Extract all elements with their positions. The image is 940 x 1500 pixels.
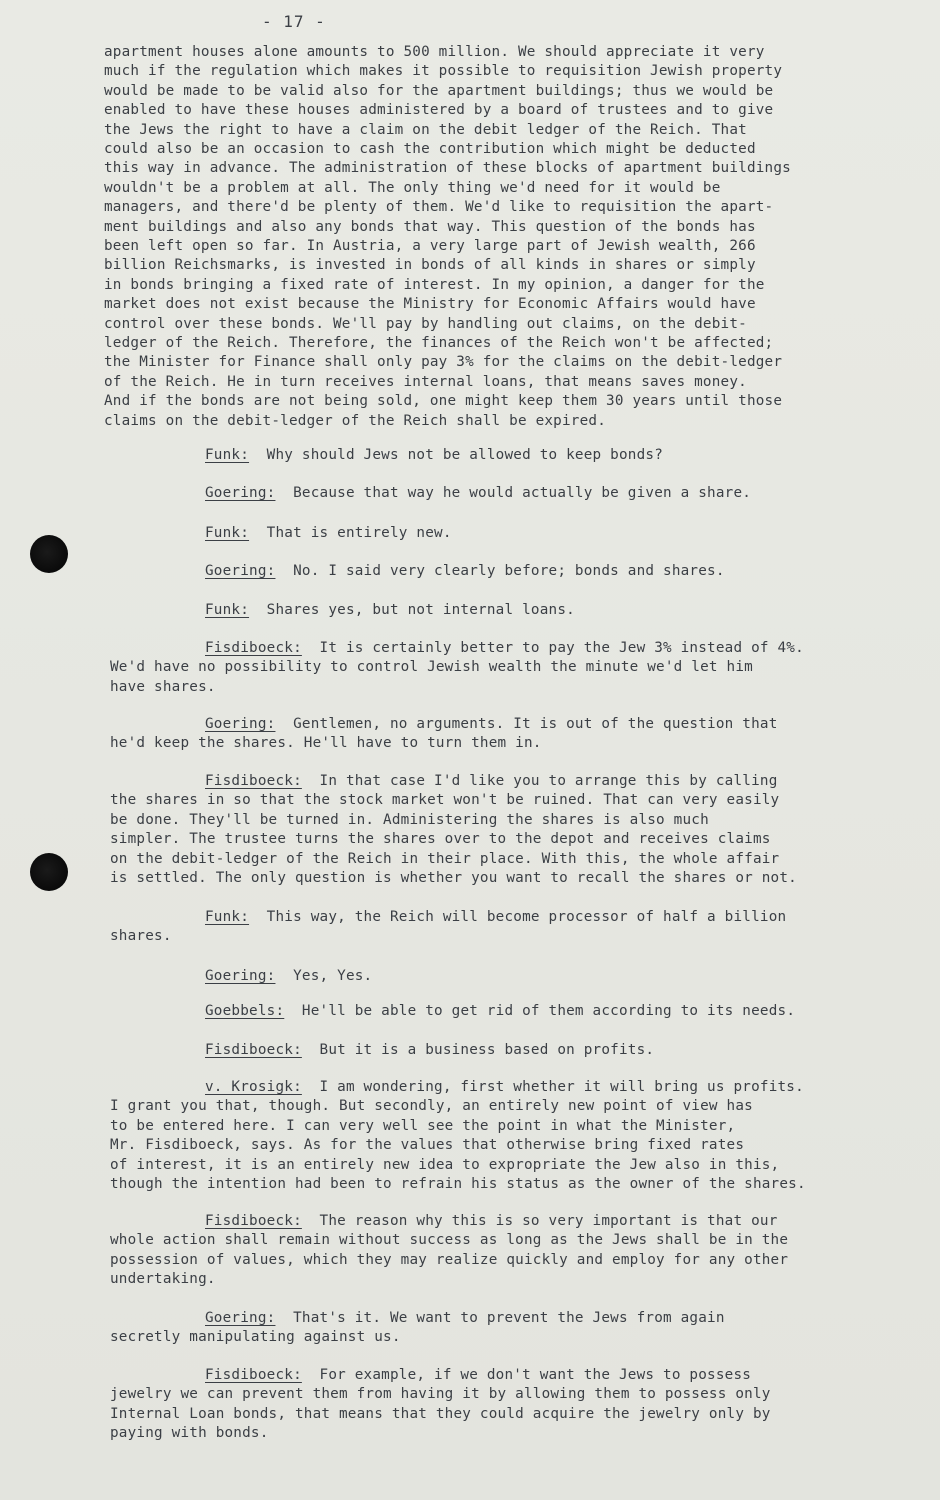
speech-first-line: [110, 446, 900, 465]
document-line: ledger of the Reich. Therefore, the finances of the Reich won't be affected;: [104, 335, 774, 351]
speech-first-line: [110, 1212, 900, 1231]
speech-text: Why should Jews not be allowed to keep bonds?: [266, 447, 664, 463]
speech-block: [110, 967, 900, 986]
speech-continuation-line: jewelry we can prevent them from having it by allowing them to possess only: [110, 1386, 771, 1403]
speech-continuation-line: the shares in so that the stock market won't be ruined. That can very easily: [110, 792, 780, 809]
speech-block: [110, 1078, 900, 1194]
speech-continuation-line: have shares.: [110, 678, 216, 695]
document-line: market does not exist because the Ministry for Economic Affairs would have: [104, 296, 756, 313]
speech-continuation-line: is settled. The only question is whether you want to recall the shares or not.: [110, 870, 797, 887]
document-line: managers, and there'd be plenty of them. We'd like to requisition the apart-: [104, 199, 774, 216]
speech-block: [110, 484, 900, 503]
document-line: much if the regulation which makes it possible to requisition Jewish property: [104, 63, 783, 80]
speaker-name: Goering:: [205, 968, 276, 984]
document-line: the Minister for Finance shall only pay 3% for the claims on the debit-ledger: [104, 354, 783, 371]
speech-continuation-line: Internal Loan bonds, that means that they could acquire the jewelry only by: [110, 1405, 771, 1422]
speech-first-line: [110, 1309, 900, 1328]
speaker-name: v. Krosigk:: [205, 1079, 302, 1095]
document-line: claims on the debit-ledger of the Reich shall be expired.: [104, 412, 607, 429]
document-line: of the Reich. He in turn receives internal loans, that means saves money.: [104, 373, 747, 390]
speech-continuation-line: Mr. Fisdiboeck, says. As for the values that otherwise bring fixed rates: [110, 1137, 745, 1154]
document-line: wouldn't be a problem at all. The only thing we'd need for it would be: [104, 179, 721, 196]
speech-first-line: [110, 967, 900, 986]
speech-continuation-line: shares.: [110, 928, 172, 945]
speech-first-line: [110, 562, 900, 581]
speech-text: I am wondering, first whether it will bring us profits.: [319, 1079, 804, 1095]
page-number: - 17 -: [262, 12, 326, 31]
speech-text: The reason why this is so very important is that our: [319, 1213, 778, 1229]
speech-block: [110, 715, 900, 754]
speech-continuation-line: I grant you that, though. But secondly, an entirely new point of view has: [110, 1098, 753, 1115]
speaker-name: Fisdiboeck:: [205, 1042, 302, 1058]
speech-first-line: [110, 772, 900, 791]
speech-continuation-line: be done. They'll be turned in. Administering the shares is also much: [110, 811, 709, 828]
speech-first-line: [110, 639, 900, 658]
speech-first-line: [110, 908, 900, 927]
speech-block: [110, 772, 900, 888]
speech-first-line: [110, 601, 900, 620]
speaker-name: Goering:: [205, 716, 276, 732]
document-line: billion Reichsmarks, is invested in bonds of all kinds in shares or simply: [104, 257, 756, 274]
speech-text: In that case I'd like you to arrange this by calling: [319, 773, 778, 789]
speech-text: But it is a business based on profits.: [319, 1042, 655, 1058]
speech-block: [110, 1366, 900, 1444]
document-line: would be made to be valid also for the apartment buildings; thus we would be: [104, 82, 774, 99]
punch-hole: [30, 535, 68, 573]
speech-continuation-line: to be entered here. I can very well see the point in what the Minister,: [110, 1117, 736, 1134]
document-line: could also be an occasion to cash the contribution which might be deducted: [104, 141, 756, 157]
speech-continuation-line: paying with bonds.: [110, 1425, 269, 1442]
speaker-name: Fisdiboeck:: [205, 1213, 302, 1229]
document-line: ment buildings and also any bonds that way. This question of the bonds has: [104, 218, 756, 235]
speech-text: That's it. We want to prevent the Jews from again: [293, 1310, 725, 1326]
speech-continuation-line: undertaking.: [110, 1271, 216, 1288]
speaker-name: Goering:: [205, 1310, 276, 1326]
speech-block: [110, 1309, 900, 1348]
document-line: been left open so far. In Austria, a very large part of Jewish wealth, 266: [104, 238, 756, 254]
speech-continuation-line: on the debit-ledger of the Reich in their place. With this, the whole affair: [110, 850, 780, 867]
document-line: enabled to have these houses administered by a board of trustees and to give: [104, 102, 774, 119]
speech-continuation-line: secretly manipulating against us.: [110, 1329, 401, 1346]
speech-text: Shares yes, but not internal loans.: [266, 602, 575, 618]
speaker-name: Goering:: [205, 563, 276, 579]
speech-block: [110, 1041, 900, 1060]
speech-first-line: [110, 1041, 900, 1060]
document-line: the Jews the right to have a claim on the debit ledger of the Reich. That: [104, 121, 747, 138]
speech-continuation-line: possession of values, which they may realize quickly and employ for any other: [110, 1251, 789, 1268]
speech-text: No. I said very clearly before; bonds and shares.: [293, 563, 725, 579]
speech-text: That is entirely new.: [266, 525, 452, 541]
speaker-name: Funk:: [205, 909, 250, 925]
speech-block: [110, 562, 900, 581]
speech-text: For example, if we don't want the Jews to possess: [319, 1367, 752, 1383]
speech-continuation-line: of interest, it is an entirely new idea to expropriate the Jew also in this,: [110, 1156, 780, 1173]
speech-continuation-line: whole action shall remain without success as long as the Jews shall be in the: [110, 1232, 789, 1249]
speech-text: He'll be able to get rid of them according to its needs.: [301, 1003, 796, 1019]
speech-block: [110, 908, 900, 947]
speech-first-line: [110, 1002, 900, 1021]
speech-continuation-line: simpler. The trustee turns the shares over to the depot and receives claims: [110, 831, 771, 848]
speech-block: [110, 639, 900, 697]
document-line: in bonds bringing a fixed rate of interest. In my opinion, a danger for the: [104, 276, 765, 293]
speaker-name: Fisdiboeck:: [205, 773, 302, 789]
document-line: control over these bonds. We'll pay by handling out claims, on the debit-: [104, 315, 747, 332]
speech-continuation-line: We'd have no possibility to control Jewish wealth the minute we'd let him: [110, 659, 753, 676]
document-line: And if the bonds are not being sold, one might keep them 30 years until those: [104, 393, 783, 410]
speech-text: Because that way he would actually be given a share.: [293, 485, 752, 501]
speech-block: [110, 601, 900, 620]
speaker-name: Funk:: [205, 525, 250, 541]
speech-first-line: [110, 715, 900, 734]
speaker-name: Goebbels:: [205, 1003, 285, 1019]
speech-first-line: [110, 1366, 900, 1385]
speech-first-line: [110, 484, 900, 503]
document-line: apartment houses alone amounts to 500 million. We should appreciate it very: [104, 44, 765, 60]
speech-text: Yes, Yes.: [293, 968, 373, 984]
speech-text: Gentlemen, no arguments. It is out of the question that: [293, 716, 778, 732]
speaker-name: Fisdiboeck:: [205, 1367, 302, 1383]
document-line: this way in advance. The administration of these blocks of apartment buildings: [104, 160, 791, 177]
speaker-name: Goering:: [205, 485, 276, 501]
speaker-name: Funk:: [205, 602, 250, 618]
speech-continuation-line: he'd keep the shares. He'll have to turn them in.: [110, 735, 542, 752]
speaker-name: Funk:: [205, 447, 250, 463]
speech-block: [110, 1212, 900, 1290]
punch-hole: [30, 853, 68, 891]
speech-block: [110, 1002, 900, 1021]
speech-first-line: [110, 524, 900, 543]
speech-text: This way, the Reich will become processor of half a billion: [266, 909, 787, 925]
speech-block: [110, 446, 900, 465]
speaker-name: Fisdiboeck:: [205, 640, 302, 656]
speech-block: [110, 524, 900, 543]
speech-continuation-line: though the intention had been to refrain his status as the owner of the shares.: [110, 1176, 806, 1193]
speech-first-line: [110, 1078, 900, 1097]
speech-text: It is certainly better to pay the Jew 3% instead of 4%.: [319, 640, 804, 656]
